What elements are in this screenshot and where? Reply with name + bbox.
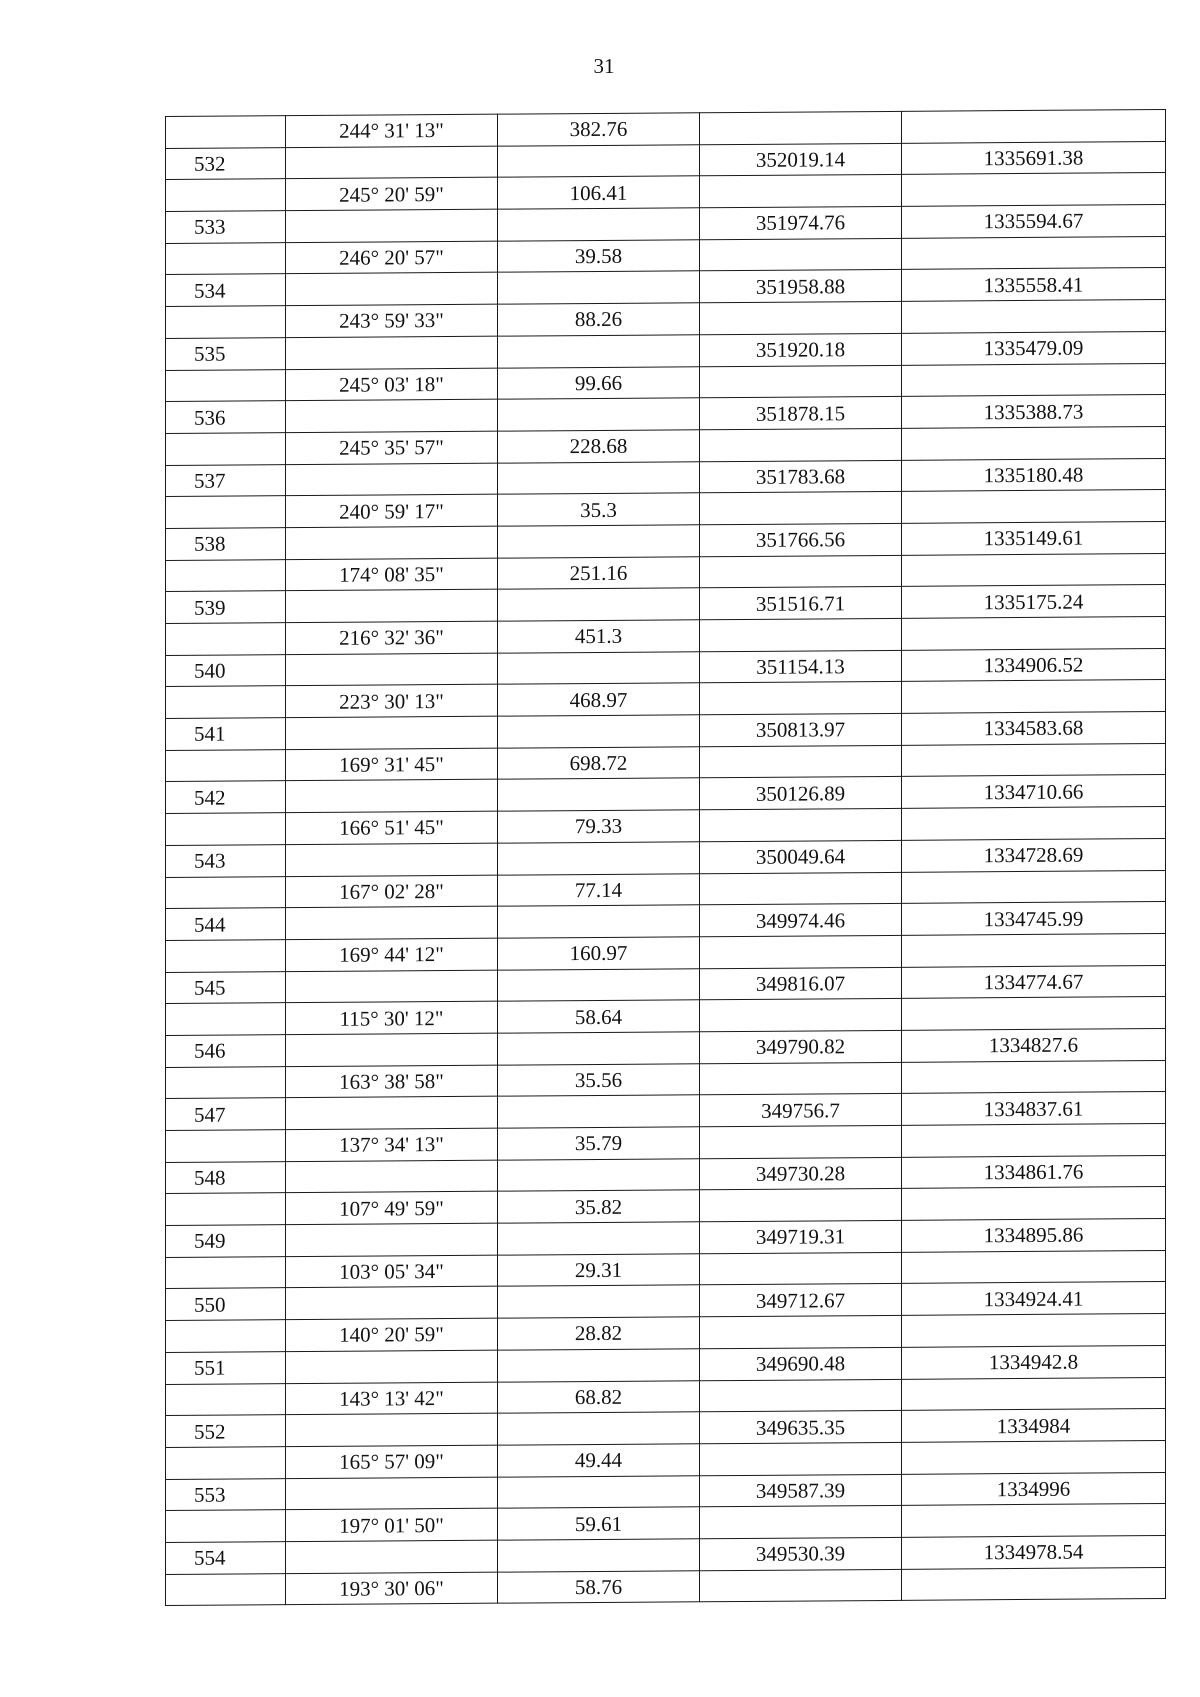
easting-cell: 1334942.8 — [902, 1345, 1166, 1379]
northing-cell — [700, 1569, 902, 1602]
station-cell — [166, 1193, 286, 1226]
station-cell — [166, 623, 286, 656]
distance-cell — [498, 1475, 700, 1508]
easting-cell: 1334861.76 — [902, 1155, 1166, 1189]
northing-cell: 349690.48 — [700, 1347, 902, 1380]
bearing-cell — [286, 1413, 498, 1446]
station-cell: 535 — [166, 337, 286, 370]
northing-cell — [700, 1315, 902, 1348]
easting-cell — [902, 933, 1166, 967]
northing-cell: 349974.46 — [700, 904, 902, 937]
distance-cell — [498, 271, 700, 304]
bearing-cell: 107° 49' 59" — [286, 1192, 498, 1225]
easting-cell: 1335180.48 — [902, 458, 1166, 492]
northing-cell: 350813.97 — [700, 713, 902, 746]
northing-cell: 349790.82 — [700, 1030, 902, 1063]
station-cell — [166, 876, 286, 909]
northing-cell — [700, 1252, 902, 1285]
northing-cell — [700, 428, 902, 461]
station-cell: 546 — [166, 1035, 286, 1068]
distance-cell — [498, 905, 700, 938]
bearing-cell — [286, 1350, 498, 1383]
easting-cell: 1334745.99 — [902, 902, 1166, 936]
distance-cell: 58.76 — [498, 1570, 700, 1603]
distance-cell — [498, 968, 700, 1001]
station-cell — [166, 1510, 286, 1543]
station-cell: 549 — [166, 1225, 286, 1258]
distance-cell — [498, 1349, 700, 1382]
northing-cell — [700, 1125, 902, 1158]
northing-cell: 349816.07 — [700, 967, 902, 1000]
northing-cell: 349719.31 — [700, 1220, 902, 1253]
northing-cell: 351974.76 — [700, 206, 902, 239]
northing-cell: 350049.64 — [700, 840, 902, 873]
bearing-cell: 240° 59' 17" — [286, 494, 498, 527]
distance-cell: 49.44 — [498, 1444, 700, 1477]
distance-cell — [498, 1285, 700, 1318]
easting-cell — [902, 236, 1166, 270]
distance-cell — [498, 335, 700, 368]
station-cell: 550 — [166, 1288, 286, 1321]
bearing-cell — [286, 780, 498, 813]
distance-cell: 698.72 — [498, 747, 700, 780]
northing-cell — [700, 175, 902, 208]
station-cell — [166, 433, 286, 466]
bearing-cell: 165° 57' 09" — [286, 1445, 498, 1478]
bearing-cell: 174° 08' 35" — [286, 558, 498, 591]
distance-cell — [498, 588, 700, 621]
bearing-cell — [286, 1540, 498, 1573]
northing-cell: 349530.39 — [700, 1537, 902, 1570]
distance-cell — [498, 1539, 700, 1572]
easting-cell: 1334978.54 — [902, 1535, 1166, 1569]
northing-cell — [700, 745, 902, 778]
station-cell: 532 — [166, 147, 286, 180]
bearing-cell: 197° 01' 50" — [286, 1508, 498, 1541]
easting-cell: 1335175.24 — [902, 585, 1166, 619]
easting-cell: 1334837.61 — [902, 1092, 1166, 1126]
station-cell: 548 — [166, 1161, 286, 1194]
northing-cell — [700, 935, 902, 968]
easting-cell — [902, 1377, 1166, 1411]
northing-cell: 349756.7 — [700, 1094, 902, 1127]
easting-cell — [902, 1504, 1166, 1538]
bearing-cell — [286, 463, 498, 496]
station-cell: 538 — [166, 528, 286, 561]
bearing-cell: 115° 30' 12" — [286, 1001, 498, 1034]
distance-cell: 79.33 — [498, 810, 700, 843]
easting-cell — [902, 1440, 1166, 1474]
distance-cell: 451.3 — [498, 620, 700, 653]
easting-cell — [902, 490, 1166, 524]
easting-cell: 1334996 — [902, 1472, 1166, 1506]
easting-cell — [902, 553, 1166, 587]
bearing-cell: 163° 38' 58" — [286, 1065, 498, 1098]
northing-cell — [700, 301, 902, 334]
easting-cell: 1335558.41 — [902, 268, 1166, 302]
station-cell — [166, 116, 286, 149]
bearing-cell: 243° 59' 33" — [286, 304, 498, 337]
distance-cell — [498, 1412, 700, 1445]
easting-cell: 1334728.69 — [902, 838, 1166, 872]
bearing-cell: 216° 32' 36" — [286, 621, 498, 654]
distance-cell: 382.76 — [498, 113, 700, 146]
bearing-cell: 169° 31' 45" — [286, 748, 498, 781]
bearing-cell — [286, 1223, 498, 1256]
northing-cell: 351783.68 — [700, 460, 902, 493]
station-cell: 536 — [166, 401, 286, 434]
station-cell: 551 — [166, 1351, 286, 1384]
station-cell — [166, 559, 286, 592]
distance-cell: 251.16 — [498, 556, 700, 589]
station-cell: 547 — [166, 1098, 286, 1131]
bearing-cell — [286, 589, 498, 622]
distance-cell: 29.31 — [498, 1254, 700, 1287]
easting-cell: 1334710.66 — [902, 775, 1166, 809]
northing-cell: 351920.18 — [700, 333, 902, 366]
northing-cell: 349730.28 — [700, 1157, 902, 1190]
station-cell — [166, 1066, 286, 1099]
northing-cell — [700, 365, 902, 398]
easting-cell: 1334583.68 — [902, 712, 1166, 746]
distance-cell — [498, 1158, 700, 1191]
distance-cell: 58.64 — [498, 1000, 700, 1033]
station-cell — [166, 1256, 286, 1289]
station-cell — [166, 369, 286, 402]
bearing-cell — [286, 843, 498, 876]
easting-cell — [902, 1250, 1166, 1284]
easting-cell — [902, 997, 1166, 1031]
bearing-cell: 167° 02' 28" — [286, 875, 498, 908]
easting-cell: 1334774.67 — [902, 965, 1166, 999]
bearing-cell — [286, 526, 498, 559]
bearing-cell: 245° 35' 57" — [286, 431, 498, 464]
bearing-cell — [286, 970, 498, 1003]
distance-cell — [498, 1222, 700, 1255]
station-cell — [166, 813, 286, 846]
easting-cell — [902, 1567, 1166, 1601]
distance-cell: 88.26 — [498, 303, 700, 336]
easting-cell — [902, 870, 1166, 904]
bearing-cell: 244° 31' 13" — [286, 114, 498, 147]
easting-cell — [902, 300, 1166, 334]
northing-cell — [700, 618, 902, 651]
northing-cell: 349587.39 — [700, 1474, 902, 1507]
station-cell: 534 — [166, 274, 286, 307]
easting-cell: 1335388.73 — [902, 395, 1166, 429]
distance-cell: 99.66 — [498, 366, 700, 399]
station-cell: 545 — [166, 971, 286, 1004]
station-cell — [166, 1383, 286, 1416]
distance-cell — [498, 525, 700, 558]
northing-cell — [700, 808, 902, 841]
easting-cell — [902, 426, 1166, 460]
bearing-cell: 140° 20' 59" — [286, 1318, 498, 1351]
northing-cell: 351516.71 — [700, 587, 902, 620]
bearing-cell: 143° 13' 42" — [286, 1382, 498, 1415]
easting-cell: 1335691.38 — [902, 141, 1166, 175]
station-cell — [166, 1320, 286, 1353]
northing-cell — [700, 492, 902, 525]
distance-cell: 35.82 — [498, 1190, 700, 1223]
northing-cell: 349712.67 — [700, 1284, 902, 1317]
distance-cell — [498, 461, 700, 494]
station-cell: 544 — [166, 908, 286, 941]
bearing-cell: 169° 44' 12" — [286, 938, 498, 971]
distance-cell: 35.3 — [498, 493, 700, 526]
northing-cell: 350126.89 — [700, 777, 902, 810]
station-cell — [166, 686, 286, 719]
bearing-cell — [286, 1287, 498, 1320]
bearing-cell — [286, 1033, 498, 1066]
distance-cell: 228.68 — [498, 430, 700, 463]
northing-cell: 351958.88 — [700, 270, 902, 303]
bearing-cell: 245° 20' 59" — [286, 178, 498, 211]
northing-cell: 351154.13 — [700, 650, 902, 683]
station-cell: 540 — [166, 654, 286, 687]
northing-cell — [700, 1506, 902, 1539]
distance-cell — [498, 1095, 700, 1128]
easting-cell — [902, 743, 1166, 777]
station-cell: 542 — [166, 781, 286, 814]
easting-cell: 1335479.09 — [902, 331, 1166, 365]
easting-cell — [902, 363, 1166, 397]
northing-cell — [700, 1442, 902, 1475]
distance-cell — [498, 715, 700, 748]
distance-cell: 68.82 — [498, 1380, 700, 1413]
easting-cell: 1334906.52 — [902, 648, 1166, 682]
northing-cell — [700, 111, 902, 144]
bearing-cell: 223° 30' 13" — [286, 685, 498, 718]
distance-cell: 59.61 — [498, 1507, 700, 1540]
easting-cell: 1335149.61 — [902, 521, 1166, 555]
bearing-cell — [286, 399, 498, 432]
distance-cell — [498, 842, 700, 875]
distance-cell — [498, 208, 700, 241]
northing-cell — [700, 682, 902, 715]
bearing-cell: 193° 30' 06" — [286, 1572, 498, 1605]
distance-cell — [498, 651, 700, 684]
easting-cell — [902, 807, 1166, 841]
northing-cell: 351766.56 — [700, 523, 902, 556]
easting-cell — [902, 1060, 1166, 1094]
station-cell: 533 — [166, 211, 286, 244]
distance-cell: 35.56 — [498, 1063, 700, 1096]
station-cell — [166, 1130, 286, 1163]
bearing-cell — [286, 1477, 498, 1510]
bearing-cell: 137° 34' 13" — [286, 1128, 498, 1161]
station-cell — [166, 306, 286, 339]
distance-cell: 28.82 — [498, 1317, 700, 1350]
bearing-cell — [286, 716, 498, 749]
distance-cell — [498, 398, 700, 431]
distance-cell: 106.41 — [498, 176, 700, 209]
distance-cell: 35.79 — [498, 1127, 700, 1160]
station-cell: 554 — [166, 1542, 286, 1575]
distance-cell: 160.97 — [498, 937, 700, 970]
station-cell — [166, 496, 286, 529]
station-cell — [166, 242, 286, 275]
easting-cell — [902, 110, 1166, 144]
station-cell — [166, 1573, 286, 1606]
station-cell — [166, 749, 286, 782]
northing-cell — [700, 872, 902, 905]
page-number: 31 — [593, 54, 615, 78]
easting-cell: 1334895.86 — [902, 1219, 1166, 1253]
station-cell: 552 — [166, 1415, 286, 1448]
bearing-cell — [286, 653, 498, 686]
northing-cell — [700, 999, 902, 1032]
bearing-cell — [286, 906, 498, 939]
easting-cell — [902, 1124, 1166, 1158]
bearing-cell: 246° 20' 57" — [286, 241, 498, 274]
table-row — [166, 1567, 1166, 1606]
northing-cell: 349635.35 — [700, 1411, 902, 1444]
easting-cell — [902, 680, 1166, 714]
bearing-cell — [286, 336, 498, 369]
distance-cell: 468.97 — [498, 683, 700, 716]
bearing-cell — [286, 146, 498, 179]
easting-cell: 1334827.6 — [902, 1028, 1166, 1062]
bearing-cell: 103° 05' 34" — [286, 1255, 498, 1288]
survey-coordinates-table — [165, 109, 1166, 1606]
easting-cell: 1334984 — [902, 1409, 1166, 1443]
easting-cell — [902, 1314, 1166, 1348]
northing-cell: 352019.14 — [700, 143, 902, 176]
station-cell — [166, 179, 286, 212]
easting-cell: 1335594.67 — [902, 205, 1166, 239]
distance-cell: 39.58 — [498, 240, 700, 273]
table-body — [166, 110, 1166, 1606]
bearing-cell — [286, 273, 498, 306]
bearing-cell — [286, 1160, 498, 1193]
station-cell: 539 — [166, 591, 286, 624]
distance-cell — [498, 144, 700, 177]
station-cell: 541 — [166, 718, 286, 751]
easting-cell: 1334924.41 — [902, 1282, 1166, 1316]
station-cell — [166, 1447, 286, 1480]
bearing-cell — [286, 209, 498, 242]
northing-cell — [700, 1189, 902, 1222]
bearing-cell — [286, 1096, 498, 1129]
distance-cell: 77.14 — [498, 873, 700, 906]
northing-cell — [700, 555, 902, 588]
station-cell — [166, 940, 286, 973]
distance-cell — [498, 1032, 700, 1065]
station-cell: 553 — [166, 1478, 286, 1511]
northing-cell — [700, 1062, 902, 1095]
easting-cell — [902, 1187, 1166, 1221]
easting-cell — [902, 617, 1166, 651]
station-cell — [166, 1003, 286, 1036]
distance-cell — [498, 778, 700, 811]
northing-cell — [700, 1379, 902, 1412]
bearing-cell: 245° 03' 18" — [286, 368, 498, 401]
station-cell: 543 — [166, 844, 286, 877]
northing-cell: 351878.15 — [700, 397, 902, 430]
station-cell: 537 — [166, 464, 286, 497]
northing-cell — [700, 238, 902, 271]
easting-cell — [902, 173, 1166, 207]
bearing-cell: 166° 51' 45" — [286, 811, 498, 844]
